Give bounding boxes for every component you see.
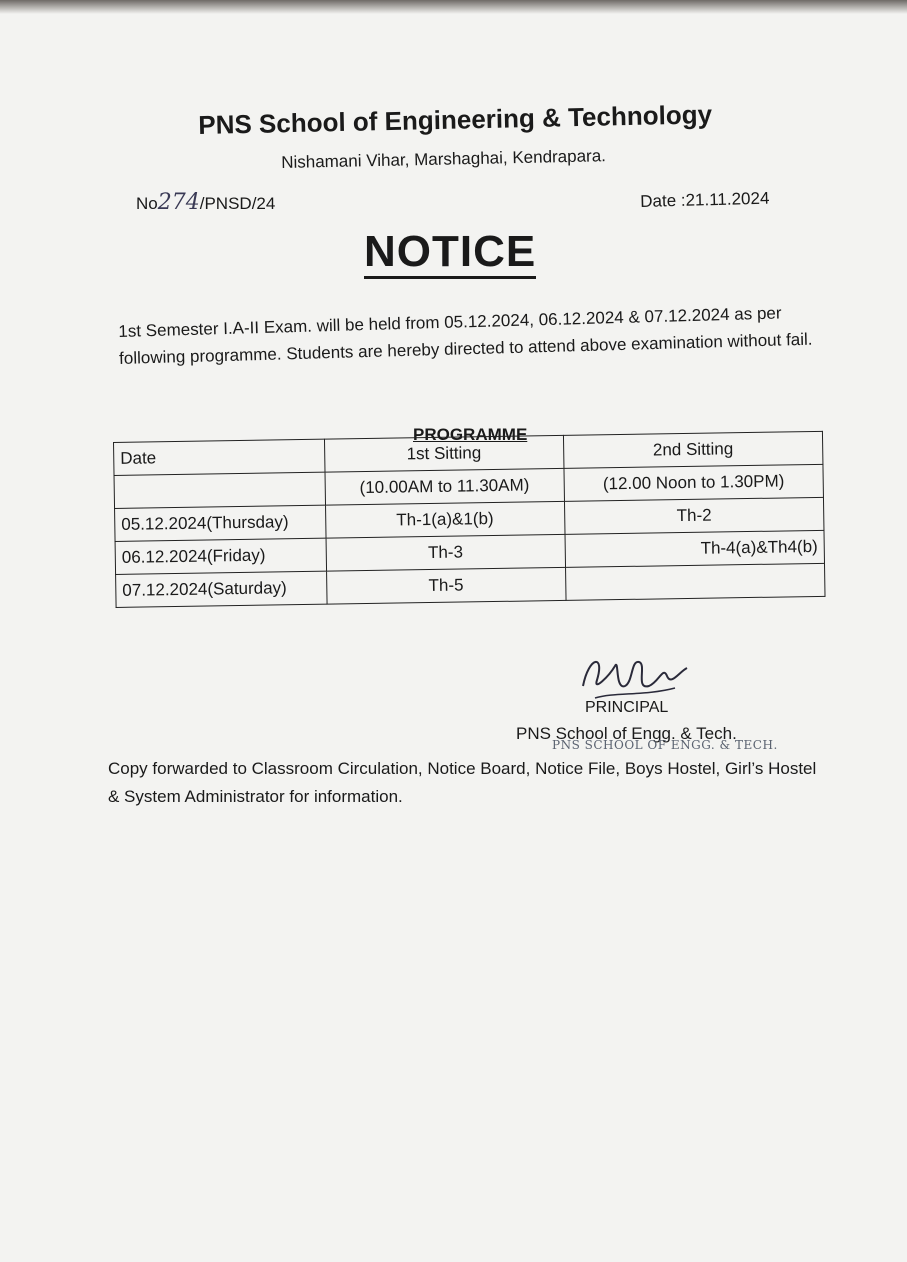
row-sitting2: Th-2 xyxy=(564,497,824,534)
header-sitting1-time: (10.00AM to 11.30AM) xyxy=(325,468,565,505)
row-date: 05.12.2024(Thursday) xyxy=(115,505,326,541)
row-sitting1: Th-5 xyxy=(326,567,566,604)
copy-forwarded-note: Copy forwarded to Classroom Circulation, Notice Board, Notice File, Boys Hostel, Girl’s Hostel & System Administrator for information. xyxy=(108,759,817,806)
programme-table xyxy=(113,431,826,608)
reference-handwritten-number: 274 xyxy=(157,190,200,215)
institution-address: Nishamani Vihar, Marshaghai, Kendrapara. xyxy=(281,146,607,172)
school-stamp: PNS SCHOOL OF ENGG. & TECH. xyxy=(552,738,778,752)
signatory-title: PRINCIPAL xyxy=(585,699,669,716)
row-sitting2 xyxy=(565,563,825,600)
institution-name: PNS School of Engineering & Technology xyxy=(198,99,713,140)
notice-heading: NOTICE xyxy=(364,228,536,279)
reference-prefix: No xyxy=(136,194,158,213)
row-date: 06.12.2024(Friday) xyxy=(115,538,326,574)
row-sitting1: Th-3 xyxy=(326,534,566,571)
signatory-school: PNS School of Engg. & Tech. xyxy=(516,724,737,743)
programme-label: PROGRAMME xyxy=(413,425,528,444)
notice-date: Date :21.11.2024 xyxy=(640,188,770,211)
reference-suffix: /PNSD/24 xyxy=(199,194,276,213)
row-date: 07.12.2024(Saturday) xyxy=(116,571,327,607)
header-sitting2: 2nd Sitting xyxy=(563,431,823,468)
row-sitting1: Th-1(a)&1(b) xyxy=(325,501,565,538)
header-date: Date xyxy=(114,439,325,475)
header-sitting2-time: (12.00 Noon to 1.30PM) xyxy=(564,464,824,501)
header-sitting1: 1st Sitting xyxy=(324,435,564,472)
header-date-blank xyxy=(114,472,325,508)
notice-body: 1st Semester I.A-II Exam. will be held from 05.12.2024, 06.12.2024 & 07.12.2024 as per following programme. Students are hereby directed to attend above examination without fail. xyxy=(118,303,813,368)
row-sitting2: Th-4(a)&Th4(b) xyxy=(565,530,825,567)
reference-number xyxy=(136,190,275,215)
